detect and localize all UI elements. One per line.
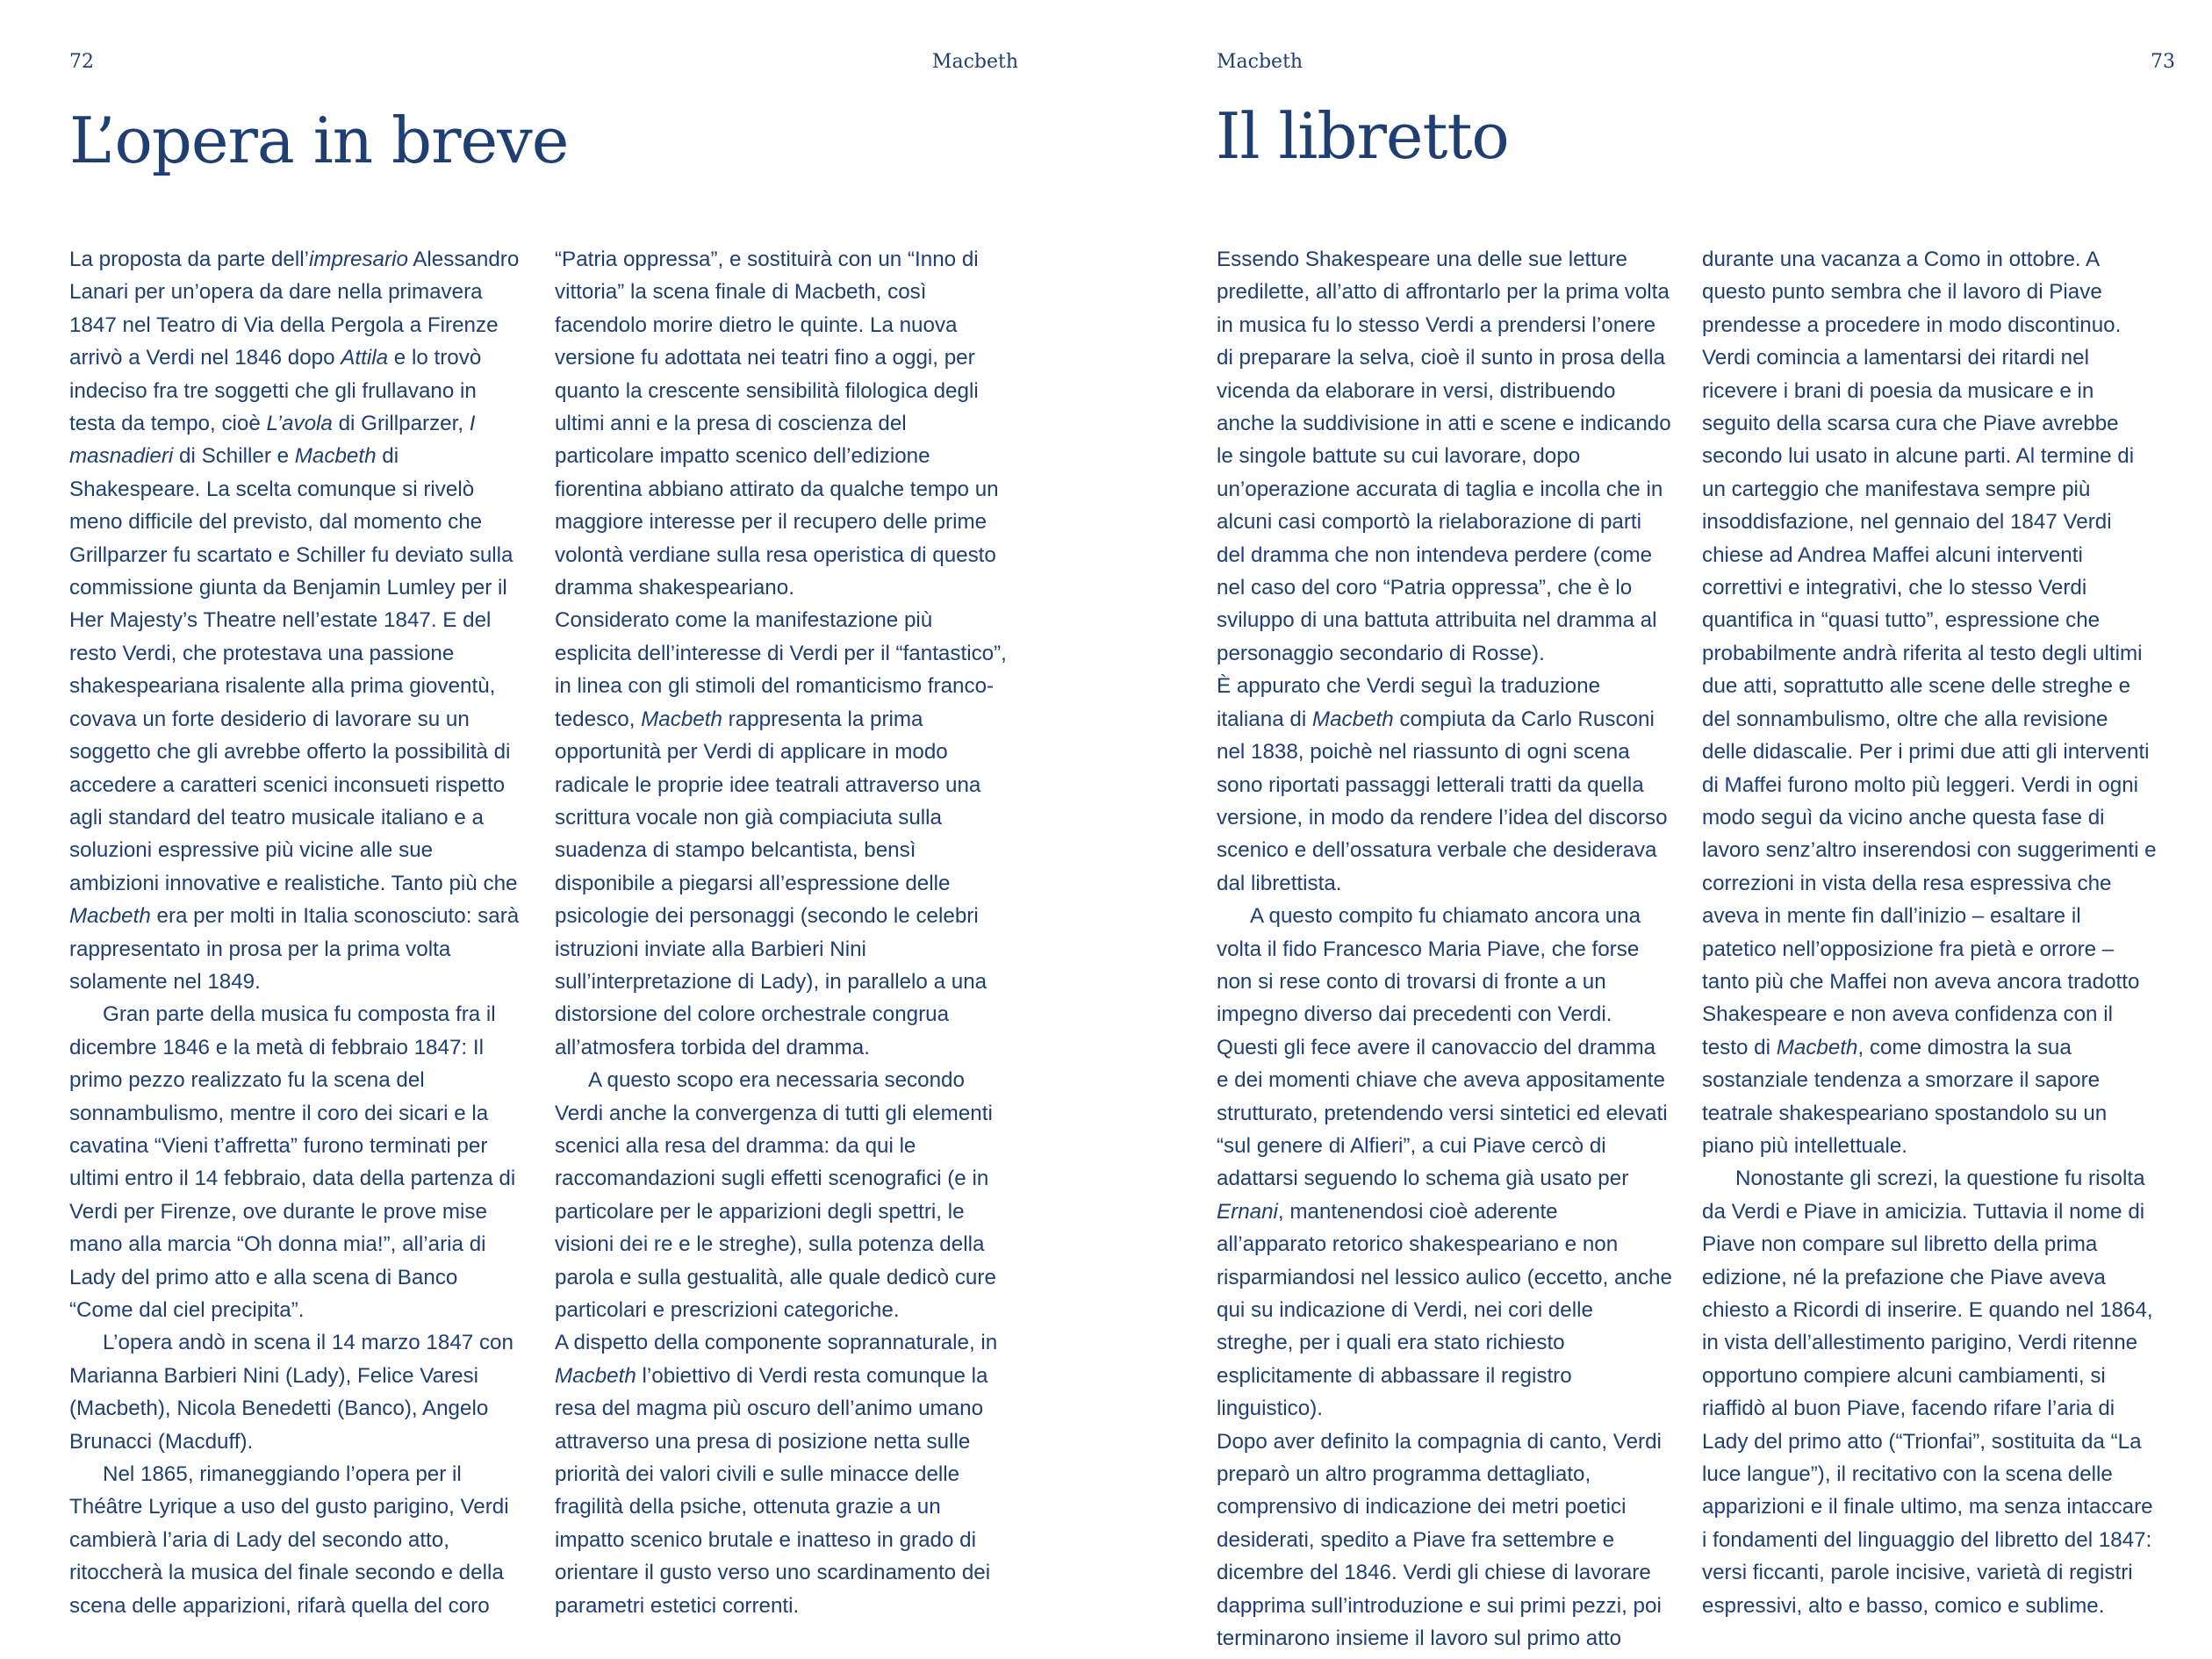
text: l’obiettivo di Verdi resta comunque la resa del magma più oscuro dell’animo umano attraverso una presa di posizione netta sulle priorità dei valori civili e sulle minacce delle fragilità della psiche, ottenuta grazie a un impatto scenico brutale e inatteso in grado di orientare il gusto verso uno scardinamento dei parametri estetici correnti.	[555, 1363, 991, 1618]
italic-text: Macbeth	[69, 904, 151, 929]
italic-text: Macbeth	[555, 1363, 636, 1388]
text: di Shakespeare. La scelta comunque si rivelò meno difficile del previsto, dal momento che Grillparzer fu scartato e Schiller fu deviato sulla commissione giunta da Benjamin Lumley per il Her Majesty’s Theatre nell’estate 1847. E del resto Verdi, che protestava una passione shakespeariana risalente alla prima gioventù, covava un forte desiderio di lavorare su un soggetto che gli avrebbe offerto la possibilità di accedere a caratteri scenici inconsueti rispetto agli standard del teatro musicale italiano e a soluzioni espressive più vicine alle sue ambizioni innovative e realistiche. Tanto più che	[69, 444, 518, 895]
text: durante una vacanza a Como in ottobre. A questo punto sembra che il lavoro di Piave prendesse a procedere in modo discontinuo. Verdi comincia a lamentarsi dei ritardi nel ricevere i brani di poesia da musicare e in seguito della scarsa cura che Piave avrebbe secondo lui usato in alcune parti. Al termine di un carteggio che manifestava sempre più insoddisfazione, nel gennaio del 1847 Verdi chiese ad Andrea Maffei alcuni interventi correttivi e integrativi, che lo stesso Verdi quantifica in “quasi tutto”, espressione che probabilmente andrà riferita al testo degli ultimi due atti, soprattutto alle scene delle streghe e del sonnambulismo, oltre che alla revisione delle didascalie. Per i primi due atti gli interventi di Maffei furono molto più leggeri. Verdi in ogni modo seguì da vicino anche questa fase di lavoro senz’altro inserendosi con suggerimenti e correzioni in vista della resa espressiva che aveva in mente fin dall’inizio – esaltare il patetico nell’opposizione fra pietà e orrore – tanto più che Maffei non aveva ancora tradotto Shakespeare e non aveva confidenza con il testo di	[1702, 248, 2157, 1059]
text: di Schiller e	[173, 444, 295, 469]
text-column-1	[69, 243, 526, 1622]
italic-text: Ernani	[1217, 1199, 1278, 1224]
paragraph	[1702, 243, 2158, 1162]
text: Dopo aver definito la compagnia di canto, Verdi preparò un altro programma dettagliato, comprensivo di indicazione dei metri poetici desiderati, spedito a Piave fra settembre e dicembre del 1846. Verdi gli chiese di lavorare dapprima sull’introduzione e sui primi pezzi, poi terminarono insieme il lavoro sul primo atto	[1217, 1429, 1662, 1651]
page-title: L’opera in breve	[69, 104, 569, 177]
paragraph	[1702, 1162, 2158, 1622]
text-column-1	[1217, 243, 1673, 1655]
italic-text: impresario	[308, 248, 408, 271]
running-head: Macbeth	[1217, 51, 1304, 73]
text: e lo trovò indeciso fra tre soggetti che gli frullavano in testa da tempo, cioè	[69, 346, 482, 436]
text: A questo scopo era necessaria secondo Verdi anche la convergenza di tutti gli elementi scenici alla resa del dramma: da qui le raccomandazioni sugli effetti scenografici (e in particolare per le apparizioni degli spettri, le visioni dei re e le streghe), sulla potenza della parola e sulla gestualità, alle quale dedicò cure particolari e prescrizioni categoriche.	[555, 1068, 996, 1322]
text: “Patria oppressa”, e sostituirà con un “Inno di vittoria” la scena finale di Macbeth, così facendolo morire dietro le quinte. La nuova versione fu adottata nei teatri fino a oggi, per quanto la crescente sensibilità filologica degli ultimi anni e la presa di coscienza del particolare impatto scenico dell’edizione fiorentina abbiano attirato da qualche tempo un maggiore interesse per il recupero delle prime volontà verdiane sulla resa operistica di questo dramma shakespeariano.	[555, 248, 999, 600]
italic-text: Macbeth	[1311, 707, 1394, 731]
text: Gran parte della musica fu composta fra il dicembre 1846 e la metà di febbraio 1847: Il primo pezzo realizzato fu la scena del sonnambulismo, mentre il coro dei sicari e la cavatina “Vieni t’affretta” furono terminati per ultimi entro il 14 febbraio, data della partenza di Verdi per Firenze, ove durante le prove mise mano alla marcia “Oh donna mia!”, all’aria di Lady del primo atto e alla scena di Banco “Come dal ciel precipita”.	[69, 1002, 516, 1322]
paragraph	[69, 998, 526, 1326]
text: A questo compito fu chiamato ancora una volta il fido Francesco Maria Piave, che forse non si rese conto di trovarsi di fronte a un impegno diverso dai precedenti con Verdi. Questi gli fece avere il canovaccio del dramma e dei momenti chiave che aveva appositamente strutturato, pretendendo versi sintetici ed elevati “sul genere di Alfieri”, a cui Piave cercò di adattarsi seguendo lo schema già usato per	[1217, 904, 1668, 1191]
paragraph	[69, 1326, 526, 1458]
text: , mantenendosi cioè aderente all’apparato retorico shakespeariano e non risparmiandosi nel lessico aulico (eccetto, anche qui su indicazione di Verdi, nei cori delle streghe, per i quali era stato richiesto esplicitamente di abbassare il registro linguistico).	[1217, 1199, 1672, 1421]
italic-text: L’avola	[266, 412, 333, 436]
text: A dispetto della componente soprannaturale, in	[555, 1331, 998, 1355]
text: , come dimostra la sua sostanziale tendenza a smorzare il sapore teatrale shakespeariano spostandolo su un piano più intellettuale.	[1702, 1035, 2108, 1158]
text: rappresenta la prima opportunità per Verdi di applicare in modo radicale le proprie idee teatrali attraverso una scrittura vocale non già compiaciuta sulla suadenza di stampo belcantista, bensì disponibile a piegarsi all’espressione delle psicologie dei personaggi (secondo le celebri istruzioni inviate alla Barbieri Nini sull’interpretazione di Lady), in parallelo a una distorsione del colore orchestrale congrua all’atmosfera torbida del dramma.	[555, 707, 988, 1059]
text: di Grillparzer,	[332, 412, 470, 436]
page-number: 72	[69, 51, 94, 73]
paragraph	[69, 1458, 526, 1622]
paragraph	[1217, 243, 1673, 670]
text-column-2	[1702, 243, 2158, 1622]
paragraph	[69, 243, 526, 998]
text-column-2	[555, 243, 1011, 1622]
paragraph	[555, 604, 1011, 1064]
text: È appurato che Verdi seguì la traduzione italiana di	[1217, 674, 1601, 731]
text: Essendo Shakespeare una delle sue letture predilette, all’atto di affrontarlo per la prima volta in musica fu lo stesso Verdi a prendersi l’onere di preparare la selva, cioè il sunto in prosa della vicenda da elaborare in versi, distribuendo anche la suddivisione in atti e scene e indicando le singole battute su cui lavorare, dopo un’operazione accurata di taglia e incolla che in alcuni casi comportò la rielaborazione di parti del dramma che non intendeva perdere (come nel caso del coro “Patria oppressa”, che è lo sviluppo di una battuta attribuita nel dramma al personaggio secondario di Rosse).	[1217, 248, 1671, 665]
italic-text: I masnadieri	[69, 412, 476, 469]
paragraph	[1217, 1426, 1673, 1655]
paragraph	[555, 1064, 1011, 1326]
right-page	[1106, 0, 2212, 1659]
paragraph	[1217, 900, 1673, 1426]
text: era per molti in Italia sconosciuto: sarà rappresentato in prosa per la prima volta solamente nel 1849.	[69, 904, 520, 994]
text: L’opera andò in scena il 14 marzo 1847 con Marianna Barbieri Nini (Lady), Felice Varesi (Macbeth), Nicola Benedetti (Banco), Angelo Brunacci (Macduff).	[69, 1331, 514, 1454]
running-head: Macbeth	[931, 51, 1018, 73]
italic-text: Macbeth	[294, 444, 377, 469]
text: Alessandro Lanari per un’opera da dare nella primavera 1847 nel Teatro di Via della Pergola a Firenze arrivò a Verdi nel 1846 dopo	[69, 248, 520, 370]
text: Nonostante gli screzi, la questione fu risolta da Verdi e Piave in amicizia. Tuttavia il nome di Piave non compare sul libretto della prima edizione, né la prefazione che Piave aveva chiesto a Ricordi di inserire. E quando nel 1864, in vista dell’allestimento parigino, Verdi ritenne opportuno compiere alcuni cambiamenti, si riaffidò al buon Piave, facendo rifare l’aria di Lady del primo atto (“Trionfai”, sostituita da “La luce langue”), il recitativo con la scena delle apparizioni e il finale ultimo, ma senza intaccare i fondamenti del linguaggio del libretto del 1847: versi ficcanti, parole incisive, varietà di registri espressivi, alto e basso, comico e sublime.	[1702, 1167, 2153, 1618]
italic-text: Macbeth	[1776, 1035, 1858, 1059]
text: Nel 1865, rimaneggiando l’opera per il Théâtre Lyrique a uso del gusto parigino, Verdi cambierà l’aria di Lady del secondo atto, ritoccherà la musica del finale secondo e della scena delle apparizioni, rifarà quella del coro	[69, 1462, 509, 1618]
page-title: Il libretto	[1216, 99, 1509, 173]
text: Considerato come la manifestazione più esplicita dell’interesse di Verdi per il “fantastico”, in linea con gli stimoli del romanticismo franco-tedesco,	[555, 608, 1007, 731]
paragraph	[555, 243, 1011, 604]
text: La proposta da parte dell’	[69, 248, 309, 271]
italic-text: Macbeth	[641, 707, 722, 731]
italic-text: Attila	[341, 346, 389, 370]
paragraph	[555, 1326, 1011, 1622]
page-number: 73	[2151, 51, 2175, 73]
text: compiuta da Carlo Rusconi nel 1838, poichè nel riassunto di ogni scena sono riportati passaggi letterali tratti da quella versione, in modo da rendere l’idea del discorso scenico e dell’ossatura verbale che desiderava dal librettista.	[1217, 707, 1668, 895]
paragraph	[1217, 670, 1673, 900]
